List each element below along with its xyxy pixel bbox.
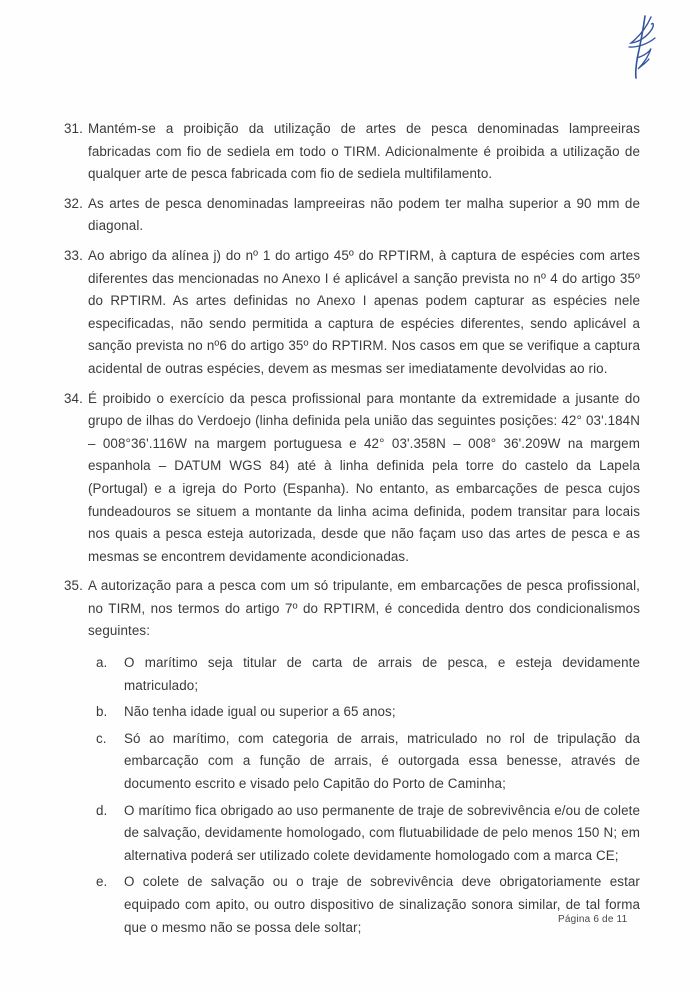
subitem-text: Só ao marítimo, com categoria de arrais, matriculado no rol de tripulação da embarcação com a função de arrais, é outorgada essa benesse, através de documento escrito e visado pelo Capitão do Porto de Caminha; xyxy=(124,730,640,792)
subitem-text: O marítimo seja titular de carta de arrais de pesca, e esteja devidamente matriculado; xyxy=(124,655,640,693)
document-body xyxy=(64,118,640,950)
subitem-text: O colete de salvação ou o traje de sobrevivência deve obrigatoriamente estar equipado com apito, ou outro dispositivo de sinalização sonora similar, de tal forma que o mesmo não se possa dele soltar; xyxy=(124,874,640,935)
subitem-b xyxy=(96,701,640,724)
subitem-letter: a. xyxy=(96,655,108,671)
item-text: Ao abrigo da alínea j) do nº 1 do artigo 45º do RPTIRM, à captura de espécies com artes diferentes das mencionadas no Anexo I é aplicável a sanção prevista no nº 4 do artigo 35º do RPTIRM. As artes definidas no Anexo I apenas podem capturar as espécies nele especificadas, não sendo permitida a captura de espécies diferentes, sendo aplicável a sanção prevista no nº6 do artigo 35º do RPTIRM. Nos casos em que se verifique a captura acidental de outras espécies, devem as mesmas ser imediatamente devolvidas ao rio. xyxy=(88,247,640,376)
item-text: Mantém-se a proibição da utilização de artes de pesca denominadas lampreeiras fabricadas com fio de sediela em todo o TIRM. Adicionalmente é proibida a utilização de qualquer arte de pesca fabricada com fio de sediela multifilamento. xyxy=(88,121,640,182)
subitem-letter: d. xyxy=(96,802,108,818)
subitem-e xyxy=(96,871,640,939)
item-number: 33. xyxy=(64,247,83,263)
item-number: 31. xyxy=(64,121,83,136)
subitem-letter: e. xyxy=(96,874,108,890)
item-number: 32. xyxy=(64,195,83,211)
item-text: As artes de pesca denominadas lampreeiras não podem ter malha superior a 90 mm de diagonal. xyxy=(88,195,640,234)
subitem-a xyxy=(96,652,640,697)
list-item-33 xyxy=(64,245,640,381)
page-number: Página 6 de 11 xyxy=(558,914,628,925)
subitem-text: Não tenha idade igual ou superior a 65 anos; xyxy=(124,704,396,720)
item-number: 34. xyxy=(64,390,83,406)
subitem-text: O marítimo fica obrigado ao uso permanente de traje de sobrevivência e/ou de colete de salvação, devidamente homologado, com flutuabilidade de pelo menos 150 N; em alternativa poderá ser utilizado colete devidamente homologado com a marca CE; xyxy=(124,802,640,863)
item-text: A autorização para a pesca com um só tripulante, em embarcações de pesca profissional, no TIRM, nos termos do artigo 7º do RPTIRM, é concedida dentro dos condicionalismos seguintes: xyxy=(88,578,640,639)
list-item-34 xyxy=(64,388,640,569)
item-number: 35. xyxy=(64,578,83,594)
subitem-letter: b. xyxy=(96,704,108,720)
item-text: É proibido o exercício da pesca profissional para montante da extremidade a jusante do grupo de ilhas do Verdoejo (linha definida pela união das seguintes posições: 42° 03'.184N – 008°36'.116W na margem portuguesa e 42° 03'.358N – 008° 36'.209W na margem espanhola – DATUM WGS 84) até à linha definida pela torre do castelo da Lapela (Portugal) e a igreja do Porto (Espanha). No entanto, as embarcações de pesca cujos fundeadouros se situem a montante da linha acima definida, podem transitar para locais nos quais a pesca esteja autorizada, desde que não façam uso das artes de pesca e as mesmas se encontrem devidamente acondicionadas. xyxy=(88,390,640,564)
subitem-c xyxy=(96,728,640,796)
signature-initials xyxy=(620,13,664,81)
list-item-31 xyxy=(64,118,640,186)
subitem-letter: c. xyxy=(96,730,107,746)
subitem-d xyxy=(96,800,640,868)
subitem-list xyxy=(96,652,640,939)
list-item-35 xyxy=(64,575,640,943)
list-item-32 xyxy=(64,193,640,238)
